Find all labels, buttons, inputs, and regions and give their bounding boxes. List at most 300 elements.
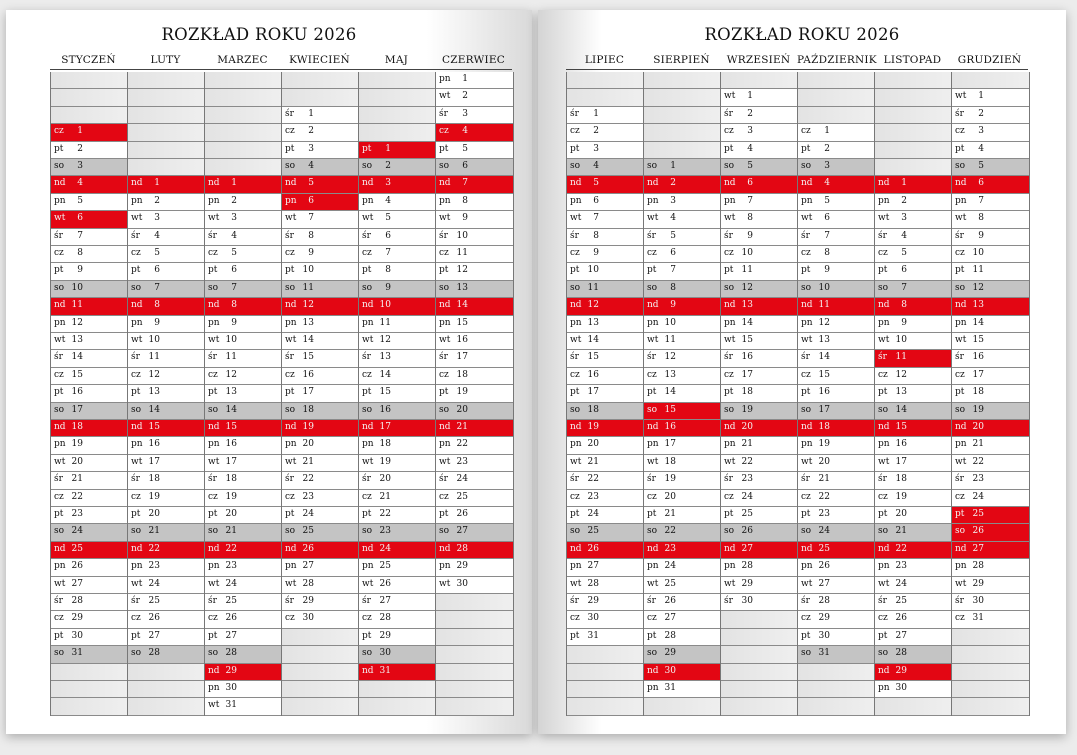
day-cell	[644, 298, 721, 315]
day-number: 21	[225, 526, 237, 537]
day-number: 22	[456, 439, 468, 450]
day-number: 9	[901, 317, 907, 328]
weekday-label: pt	[647, 265, 657, 276]
day-cell	[952, 142, 1029, 159]
weekday-label: śr	[208, 474, 217, 485]
empty-cell	[567, 664, 644, 681]
day-cell	[644, 211, 721, 228]
day-number: 12	[302, 300, 314, 311]
day-cell	[205, 420, 282, 437]
day-cell	[359, 385, 436, 402]
day-number: 29	[456, 561, 468, 572]
empty-cell	[282, 89, 359, 106]
empty-cell	[644, 142, 721, 159]
empty-cell	[128, 681, 205, 698]
day-cell	[436, 281, 513, 298]
day-number: 2	[462, 91, 468, 102]
weekday-label: pn	[362, 439, 374, 450]
empty-cell	[359, 89, 436, 106]
day-cell	[721, 107, 798, 124]
day-number: 26	[741, 526, 753, 537]
day-cell	[644, 472, 721, 489]
empty-cell	[436, 611, 513, 628]
day-cell	[721, 403, 798, 420]
weekday-label: nd	[208, 422, 220, 432]
day-cell	[128, 524, 205, 541]
weekday-label: pn	[285, 317, 297, 328]
day-number: 14	[664, 387, 676, 398]
day-number: 18	[379, 439, 391, 450]
weekday-label: pn	[878, 317, 890, 328]
day-number: 16	[972, 352, 984, 363]
weekday-label: cz	[285, 491, 295, 502]
day-cell	[721, 490, 798, 507]
day-cell	[128, 194, 205, 211]
empty-cell	[51, 681, 128, 698]
day-number: 21	[741, 439, 753, 450]
day-number: 4	[978, 143, 984, 154]
day-number: 26	[71, 561, 83, 572]
day-cell	[359, 142, 436, 159]
day-cell	[282, 611, 359, 628]
day-number: 11	[741, 265, 753, 276]
weekday-label: pn	[647, 439, 659, 450]
weekday-label: so	[54, 526, 65, 537]
weekday-label: pt	[439, 143, 449, 154]
empty-cell	[875, 89, 952, 106]
day-number: 4	[593, 161, 599, 171]
month-column	[874, 72, 952, 716]
weekday-label: cz	[131, 491, 141, 502]
weekday-label: nd	[878, 543, 890, 554]
month-column	[643, 72, 721, 716]
day-cell	[436, 577, 513, 594]
weekday-label: nd	[724, 543, 736, 554]
weekday-label: nd	[131, 543, 143, 554]
weekday-label: so	[570, 404, 581, 415]
day-cell	[644, 229, 721, 246]
weekday-label: nd	[439, 300, 451, 311]
day-number: 7	[154, 282, 160, 293]
day-number: 5	[385, 213, 391, 224]
empty-cell	[721, 664, 798, 681]
day-cell	[51, 611, 128, 628]
day-number: 8	[978, 213, 984, 224]
empty-cell	[51, 72, 128, 89]
weekday-label: wt	[647, 578, 659, 589]
day-number: 14	[972, 317, 984, 328]
weekday-label: cz	[647, 248, 657, 258]
weekday-label: wt	[647, 335, 659, 345]
day-number: 24	[225, 578, 237, 589]
day-number: 25	[972, 509, 984, 519]
weekday-label: so	[878, 526, 889, 537]
day-number: 19	[972, 404, 984, 415]
weekday-label: pt	[647, 509, 657, 519]
weekday-label: nd	[724, 178, 736, 189]
day-cell	[798, 368, 875, 385]
day-cell	[128, 420, 205, 437]
day-number: 7	[231, 282, 237, 293]
empty-cell	[644, 124, 721, 141]
day-number: 8	[901, 300, 907, 311]
day-cell	[798, 437, 875, 454]
day-cell	[205, 646, 282, 663]
day-number: 29	[741, 578, 753, 589]
day-cell	[875, 263, 952, 280]
weekday-label: wt	[362, 456, 374, 467]
day-number: 24	[379, 543, 391, 554]
weekday-label: pn	[131, 195, 143, 206]
weekday-label: so	[439, 526, 450, 537]
day-cell	[282, 350, 359, 367]
weekday-label: pt	[955, 509, 965, 519]
day-number: 21	[587, 456, 599, 467]
weekday-label: so	[801, 526, 812, 537]
day-cell	[798, 559, 875, 576]
weekday-label: pn	[54, 439, 66, 450]
day-cell	[721, 507, 798, 524]
weekday-label: wt	[801, 578, 813, 589]
weekday-label: pn	[439, 439, 451, 450]
day-number: 23	[895, 561, 907, 572]
day-cell	[128, 507, 205, 524]
weekday-label: cz	[570, 491, 580, 502]
empty-cell	[952, 681, 1029, 698]
weekday-label: cz	[955, 126, 965, 137]
weekday-label: so	[801, 648, 812, 659]
day-number: 3	[901, 213, 907, 224]
day-number: 19	[379, 456, 391, 467]
day-number: 15	[972, 335, 984, 345]
day-cell	[875, 316, 952, 333]
weekday-label: so	[54, 161, 65, 171]
weekday-label: cz	[878, 491, 888, 502]
day-number: 30	[225, 683, 237, 693]
day-number: 24	[972, 491, 984, 502]
weekday-label: cz	[285, 369, 295, 380]
day-cell	[798, 263, 875, 280]
weekday-label: śr	[801, 230, 810, 241]
month-header-left-2: MARZEC	[217, 54, 268, 66]
weekday-label: so	[878, 282, 889, 293]
day-cell	[721, 455, 798, 472]
day-cell	[128, 646, 205, 663]
day-number: 30	[895, 683, 907, 693]
day-cell	[875, 403, 952, 420]
weekday-label: cz	[131, 248, 141, 258]
day-number: 21	[456, 422, 468, 432]
day-cell	[798, 420, 875, 437]
day-cell	[205, 472, 282, 489]
day-number: 28	[587, 578, 599, 589]
weekday-label: cz	[362, 491, 372, 502]
day-number: 18	[587, 404, 599, 415]
month-header-left-1: LUTY	[150, 54, 181, 66]
day-number: 20	[225, 509, 237, 519]
day-cell	[51, 194, 128, 211]
weekday-label: śr	[570, 596, 579, 606]
day-number: 20	[379, 474, 391, 485]
day-cell	[51, 124, 128, 141]
day-cell	[51, 490, 128, 507]
weekday-label: śr	[878, 596, 887, 606]
weekday-label: cz	[285, 126, 295, 137]
day-number: 3	[231, 213, 237, 224]
weekday-label: pt	[362, 509, 372, 519]
weekday-label: wt	[570, 456, 582, 467]
empty-cell	[644, 107, 721, 124]
weekday-label: cz	[208, 491, 218, 502]
day-number: 28	[664, 630, 676, 641]
day-number: 17	[895, 456, 907, 467]
weekday-label: so	[285, 404, 296, 415]
day-cell	[952, 420, 1029, 437]
weekday-label: pt	[362, 143, 372, 154]
day-number: 30	[818, 630, 830, 641]
weekday-label: pn	[955, 439, 967, 450]
weekday-label: pt	[131, 265, 141, 276]
day-cell	[721, 385, 798, 402]
day-cell	[798, 281, 875, 298]
day-cell	[436, 159, 513, 176]
weekday-label: nd	[570, 422, 582, 432]
day-number: 30	[587, 613, 599, 624]
day-cell	[359, 368, 436, 385]
day-cell	[721, 333, 798, 350]
weekday-label: pt	[570, 143, 580, 154]
day-number: 4	[670, 213, 676, 224]
day-number: 14	[71, 352, 83, 363]
day-number: 19	[71, 439, 83, 450]
day-cell	[875, 194, 952, 211]
day-cell	[798, 455, 875, 472]
day-number: 13	[664, 369, 676, 380]
day-cell	[359, 298, 436, 315]
day-cell	[952, 281, 1029, 298]
day-number: 14	[302, 335, 314, 345]
left-header-rule	[50, 69, 512, 70]
weekday-label: śr	[955, 230, 964, 241]
weekday-label: pt	[570, 387, 580, 398]
day-cell	[721, 176, 798, 193]
day-cell	[51, 455, 128, 472]
weekday-label: cz	[801, 369, 811, 380]
empty-cell	[567, 646, 644, 663]
weekday-label: wt	[208, 213, 220, 224]
day-cell	[205, 594, 282, 611]
day-number: 16	[895, 439, 907, 450]
day-number: 25	[818, 543, 830, 554]
weekday-label: wt	[362, 578, 374, 589]
day-number: 10	[587, 265, 599, 276]
day-number: 31	[71, 648, 83, 659]
empty-cell	[282, 629, 359, 646]
month-column	[797, 72, 875, 716]
day-cell	[128, 577, 205, 594]
weekday-label: śr	[54, 474, 63, 485]
weekday-label: pn	[362, 317, 374, 328]
day-cell	[721, 298, 798, 315]
weekday-label: so	[362, 282, 373, 293]
empty-cell	[436, 594, 513, 611]
weekday-label: pn	[439, 561, 451, 572]
day-number: 23	[148, 561, 160, 572]
right-page-title: ROZKŁAD ROKU 2026	[704, 25, 900, 44]
day-cell	[128, 385, 205, 402]
empty-cell	[205, 159, 282, 176]
day-number: 26	[148, 613, 160, 624]
day-number: 6	[901, 265, 907, 276]
weekday-label: pn	[362, 195, 374, 206]
day-number: 23	[456, 456, 468, 467]
day-cell	[51, 229, 128, 246]
day-cell	[359, 577, 436, 594]
day-cell	[567, 211, 644, 228]
weekday-label: pn	[955, 561, 967, 572]
day-number: 31	[818, 648, 830, 659]
weekday-label: nd	[724, 300, 736, 311]
day-cell	[282, 524, 359, 541]
day-cell	[721, 89, 798, 106]
day-cell	[51, 472, 128, 489]
day-number: 23	[664, 543, 676, 554]
weekday-label: pt	[439, 509, 449, 519]
empty-cell	[952, 698, 1029, 715]
day-number: 1	[154, 178, 160, 189]
weekday-label: śr	[724, 352, 733, 363]
day-cell	[798, 333, 875, 350]
day-number: 11	[456, 248, 468, 258]
weekday-label: śr	[285, 474, 294, 485]
day-cell	[359, 211, 436, 228]
day-cell	[359, 194, 436, 211]
weekday-label: pt	[570, 265, 580, 276]
weekday-label: pt	[54, 509, 64, 519]
empty-cell	[436, 698, 513, 715]
day-number: 14	[741, 317, 753, 328]
day-number: 17	[972, 369, 984, 380]
day-cell	[952, 490, 1029, 507]
weekday-label: pt	[439, 265, 449, 276]
weekday-label: wt	[439, 335, 451, 345]
weekday-label: śr	[955, 596, 964, 606]
day-cell	[798, 211, 875, 228]
day-number: 10	[895, 335, 907, 345]
day-cell	[128, 298, 205, 315]
day-number: 25	[664, 578, 676, 589]
weekday-label: wt	[439, 91, 451, 102]
day-cell	[721, 559, 798, 576]
day-number: 2	[77, 143, 83, 154]
weekday-label: pn	[801, 317, 813, 328]
day-cell	[51, 368, 128, 385]
day-cell	[359, 281, 436, 298]
day-number: 4	[308, 161, 314, 171]
day-cell	[282, 368, 359, 385]
day-number: 12	[895, 369, 907, 380]
day-number: 29	[664, 648, 676, 659]
weekday-label: pt	[724, 143, 734, 154]
day-cell	[359, 263, 436, 280]
day-cell	[282, 263, 359, 280]
weekday-label: cz	[208, 248, 218, 258]
weekday-label: pt	[878, 630, 888, 641]
day-number: 18	[225, 474, 237, 485]
day-number: 15	[71, 369, 83, 380]
day-number: 17	[741, 369, 753, 380]
empty-cell	[436, 629, 513, 646]
day-cell	[644, 246, 721, 263]
weekday-label: wt	[439, 578, 451, 589]
weekday-label: pt	[724, 265, 734, 276]
day-cell	[875, 559, 952, 576]
month-column	[951, 72, 1030, 716]
day-cell	[567, 159, 644, 176]
weekday-label: pn	[285, 439, 297, 450]
day-cell	[644, 176, 721, 193]
day-cell	[282, 420, 359, 437]
day-number: 28	[456, 543, 468, 554]
day-cell	[128, 542, 205, 559]
day-cell	[359, 594, 436, 611]
day-cell	[952, 176, 1029, 193]
day-number: 6	[154, 265, 160, 276]
day-cell	[205, 437, 282, 454]
day-number: 18	[818, 422, 830, 432]
right-header-rule	[566, 69, 1028, 70]
day-cell	[644, 159, 721, 176]
day-number: 8	[385, 265, 391, 276]
empty-cell	[436, 646, 513, 663]
day-number: 24	[664, 561, 676, 572]
day-number: 6	[231, 265, 237, 276]
empty-cell	[567, 72, 644, 89]
day-cell	[875, 333, 952, 350]
day-cell	[282, 194, 359, 211]
day-cell	[359, 229, 436, 246]
weekday-label: cz	[439, 248, 449, 258]
weekday-label: nd	[54, 300, 66, 311]
day-number: 22	[587, 474, 599, 485]
weekday-label: so	[724, 526, 735, 537]
weekday-label: pt	[285, 265, 295, 276]
weekday-label: wt	[131, 335, 143, 345]
day-number: 16	[225, 439, 237, 450]
day-number: 28	[972, 561, 984, 572]
weekday-label: pt	[131, 509, 141, 519]
day-number: 6	[747, 178, 753, 189]
weekday-label: wt	[955, 213, 967, 224]
day-cell	[798, 194, 875, 211]
weekday-label: śr	[54, 230, 63, 241]
weekday-label: so	[285, 526, 296, 537]
day-cell	[51, 159, 128, 176]
day-cell	[952, 159, 1029, 176]
weekday-label: śr	[647, 230, 656, 241]
day-cell	[436, 507, 513, 524]
empty-cell	[644, 89, 721, 106]
empty-cell	[875, 159, 952, 176]
month-header-right-5: GRUDZIEŃ	[957, 54, 1022, 66]
weekday-label: pt	[647, 387, 657, 398]
day-number: 14	[818, 352, 830, 363]
day-cell	[359, 542, 436, 559]
day-number: 16	[587, 369, 599, 380]
weekday-label: cz	[362, 248, 372, 258]
day-number: 2	[978, 108, 984, 119]
day-cell	[952, 611, 1029, 628]
